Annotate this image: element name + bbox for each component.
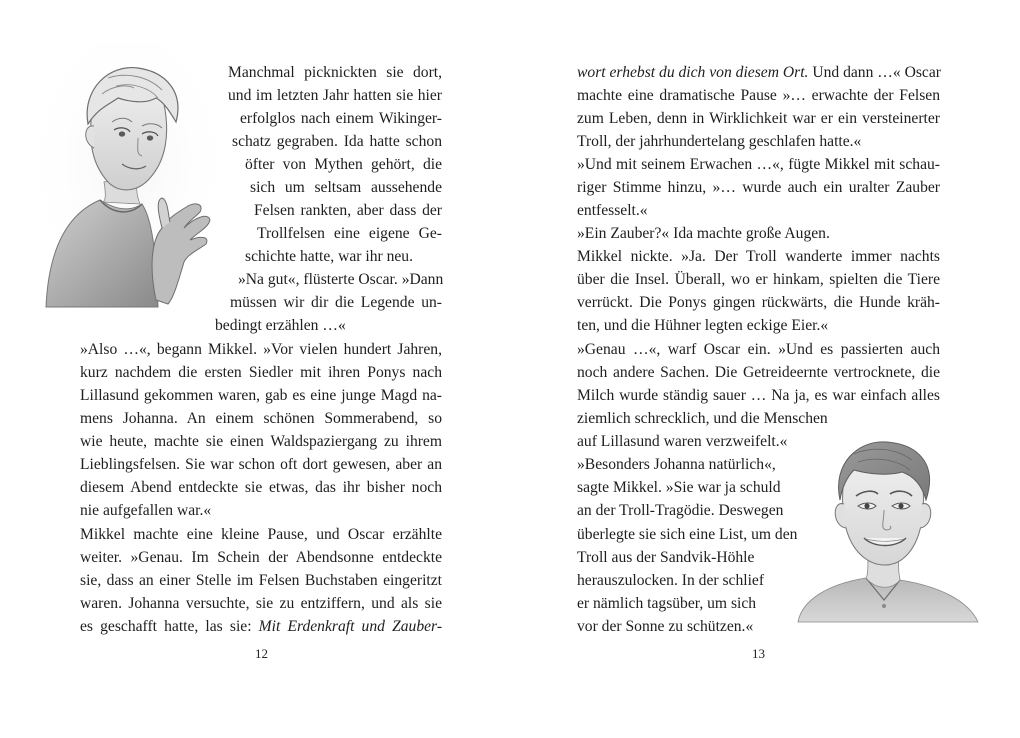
boy-waving-illustration — [38, 42, 218, 310]
text-line: ten, und die Hühner legten eckige Eier.« — [577, 317, 829, 334]
text-line: »Ein Zauber?« Ida machte große Augen. — [577, 225, 830, 242]
text-line: ziemlich schrecklich, und die Menschen — [577, 410, 828, 427]
right-page — [510, 0, 1020, 738]
text-line: Lieblingsfelsen. Sie war schon oft dort gewesen, aber an — [80, 456, 442, 473]
text-line: Trollfelsen eine eigene Ge- — [257, 225, 442, 242]
text-line: mens Johanna. An einem schönen Sommerabend, so — [80, 410, 442, 427]
text-line: riger Stimme hinzu, »… wurde auch ein uralter Zauber — [577, 179, 940, 196]
text-italic: wort erhebst du dich von diesem Ort. — [577, 64, 809, 81]
text-line: waren. Johanna versuchte, sie zu entziffern, und als sie — [80, 595, 442, 612]
text-plain: es geschafft hatte, las sie: — [80, 618, 259, 635]
text-line: er nämlich tagsüber, um sich — [577, 595, 757, 612]
page-number: 12 — [255, 646, 268, 661]
text-line: bedingt erzählen …« — [215, 317, 346, 334]
text-line: noch andere Sachen. Die Getreideernte vertrocknete, die — [577, 364, 940, 381]
text-line: schatz gegraben. Ida hatte schon — [232, 133, 442, 150]
text-italic: Mit Erdenkraft und Zauber- — [258, 618, 443, 635]
text-line: »Besonders Johanna natürlich«, — [577, 456, 776, 473]
text-line: Lillasund gekommen waren, gab es eine junge Magd na- — [80, 387, 442, 404]
text-line: auf Lillasund waren verzweifelt.« — [577, 433, 788, 450]
text-line: an der Troll-Tragödie. Deswegen — [577, 502, 784, 519]
text-line: sagte Mikkel. »Sie war ja schuld — [577, 479, 781, 496]
text-line: Mikkel machte eine kleine Pause, und Oscar erzählte — [80, 526, 442, 543]
page-number: 13 — [752, 646, 765, 661]
text-line: schichte hatte, war ihr neu. — [245, 248, 413, 265]
text-line: überlegte sie sich eine List, um den — [577, 526, 798, 543]
text-line: machte eine dramatische Pause »… erwachte der Felsen — [577, 87, 940, 104]
text-line: diesem Abend entdeckte sie etwas, das ihr bisher noch — [80, 479, 442, 496]
text-line: sie, dass an einer Stelle im Felsen Buchstaben eingeritzt — [80, 572, 442, 589]
text-line: verrückt. Die Ponys gingen rückwärts, die Hunde kräh- — [577, 294, 940, 311]
text-line: herauszulocken. In der schlief — [577, 572, 765, 589]
text-line: »Also …«, begann Mikkel. »Vor vielen hundert Jahren, — [80, 341, 442, 358]
text-line: entfesselt.« — [577, 202, 648, 219]
text-line: »Genau …«, warf Oscar ein. »Und es passierten auch — [577, 341, 940, 358]
text-line: Felsen rankten, aber dass der — [254, 202, 442, 219]
text-line: kurz nachdem die ersten Siedler mit ihren Ponys nach — [80, 364, 442, 381]
text-line: müssen wir dir die Legende un- — [230, 294, 442, 311]
text-line: weiter. »Genau. Im Schein der Abendsonne entdeckte — [80, 549, 442, 566]
boy-smiling-illustration — [788, 430, 984, 626]
text-line: und im letzten Jahr hatten sie hier — [228, 87, 442, 104]
text-line: vor der Sonne zu schützen.« — [577, 618, 754, 635]
text-line: zum Leben, denn in Wirklichkeit war er ein versteinerter — [577, 110, 940, 127]
text-line: »Na gut«, flüsterte Oscar. »Dann — [238, 271, 444, 288]
text-line: »Und mit seinem Erwachen …«, fügte Mikkel mit schau- — [577, 156, 940, 173]
text-line: öfter von Mythen gehört, die — [245, 156, 442, 173]
text-line: Mikkel nickte. »Ja. Der Troll wanderte immer nachts — [577, 248, 940, 265]
text-line: wie heute, machte sie einen Waldspaziergang zu ihrem — [80, 433, 442, 450]
text-line: Milch wurde ständig sauer … Na ja, es war einfach alles — [577, 387, 940, 404]
text-line: Manchmal picknickten sie dort, — [228, 64, 442, 81]
text-line: Troll, der jahrhundertelang geschlafen hatte.« — [577, 133, 862, 150]
text-line: Troll aus der Sandvik-Höhle — [577, 549, 755, 566]
text-line — [577, 62, 940, 84]
text-line: erfolglos nach einem Wikinger- — [240, 110, 442, 127]
text-line: sich um seltsam aussehende — [250, 179, 442, 196]
text-line: über die Insel. Überall, wo er hinkam, spielten die Tiere — [577, 271, 940, 288]
text-plain: Und dann …« Oscar — [808, 64, 941, 81]
text-line: nie aufgefallen war.« — [80, 502, 212, 519]
text-line — [80, 616, 442, 638]
